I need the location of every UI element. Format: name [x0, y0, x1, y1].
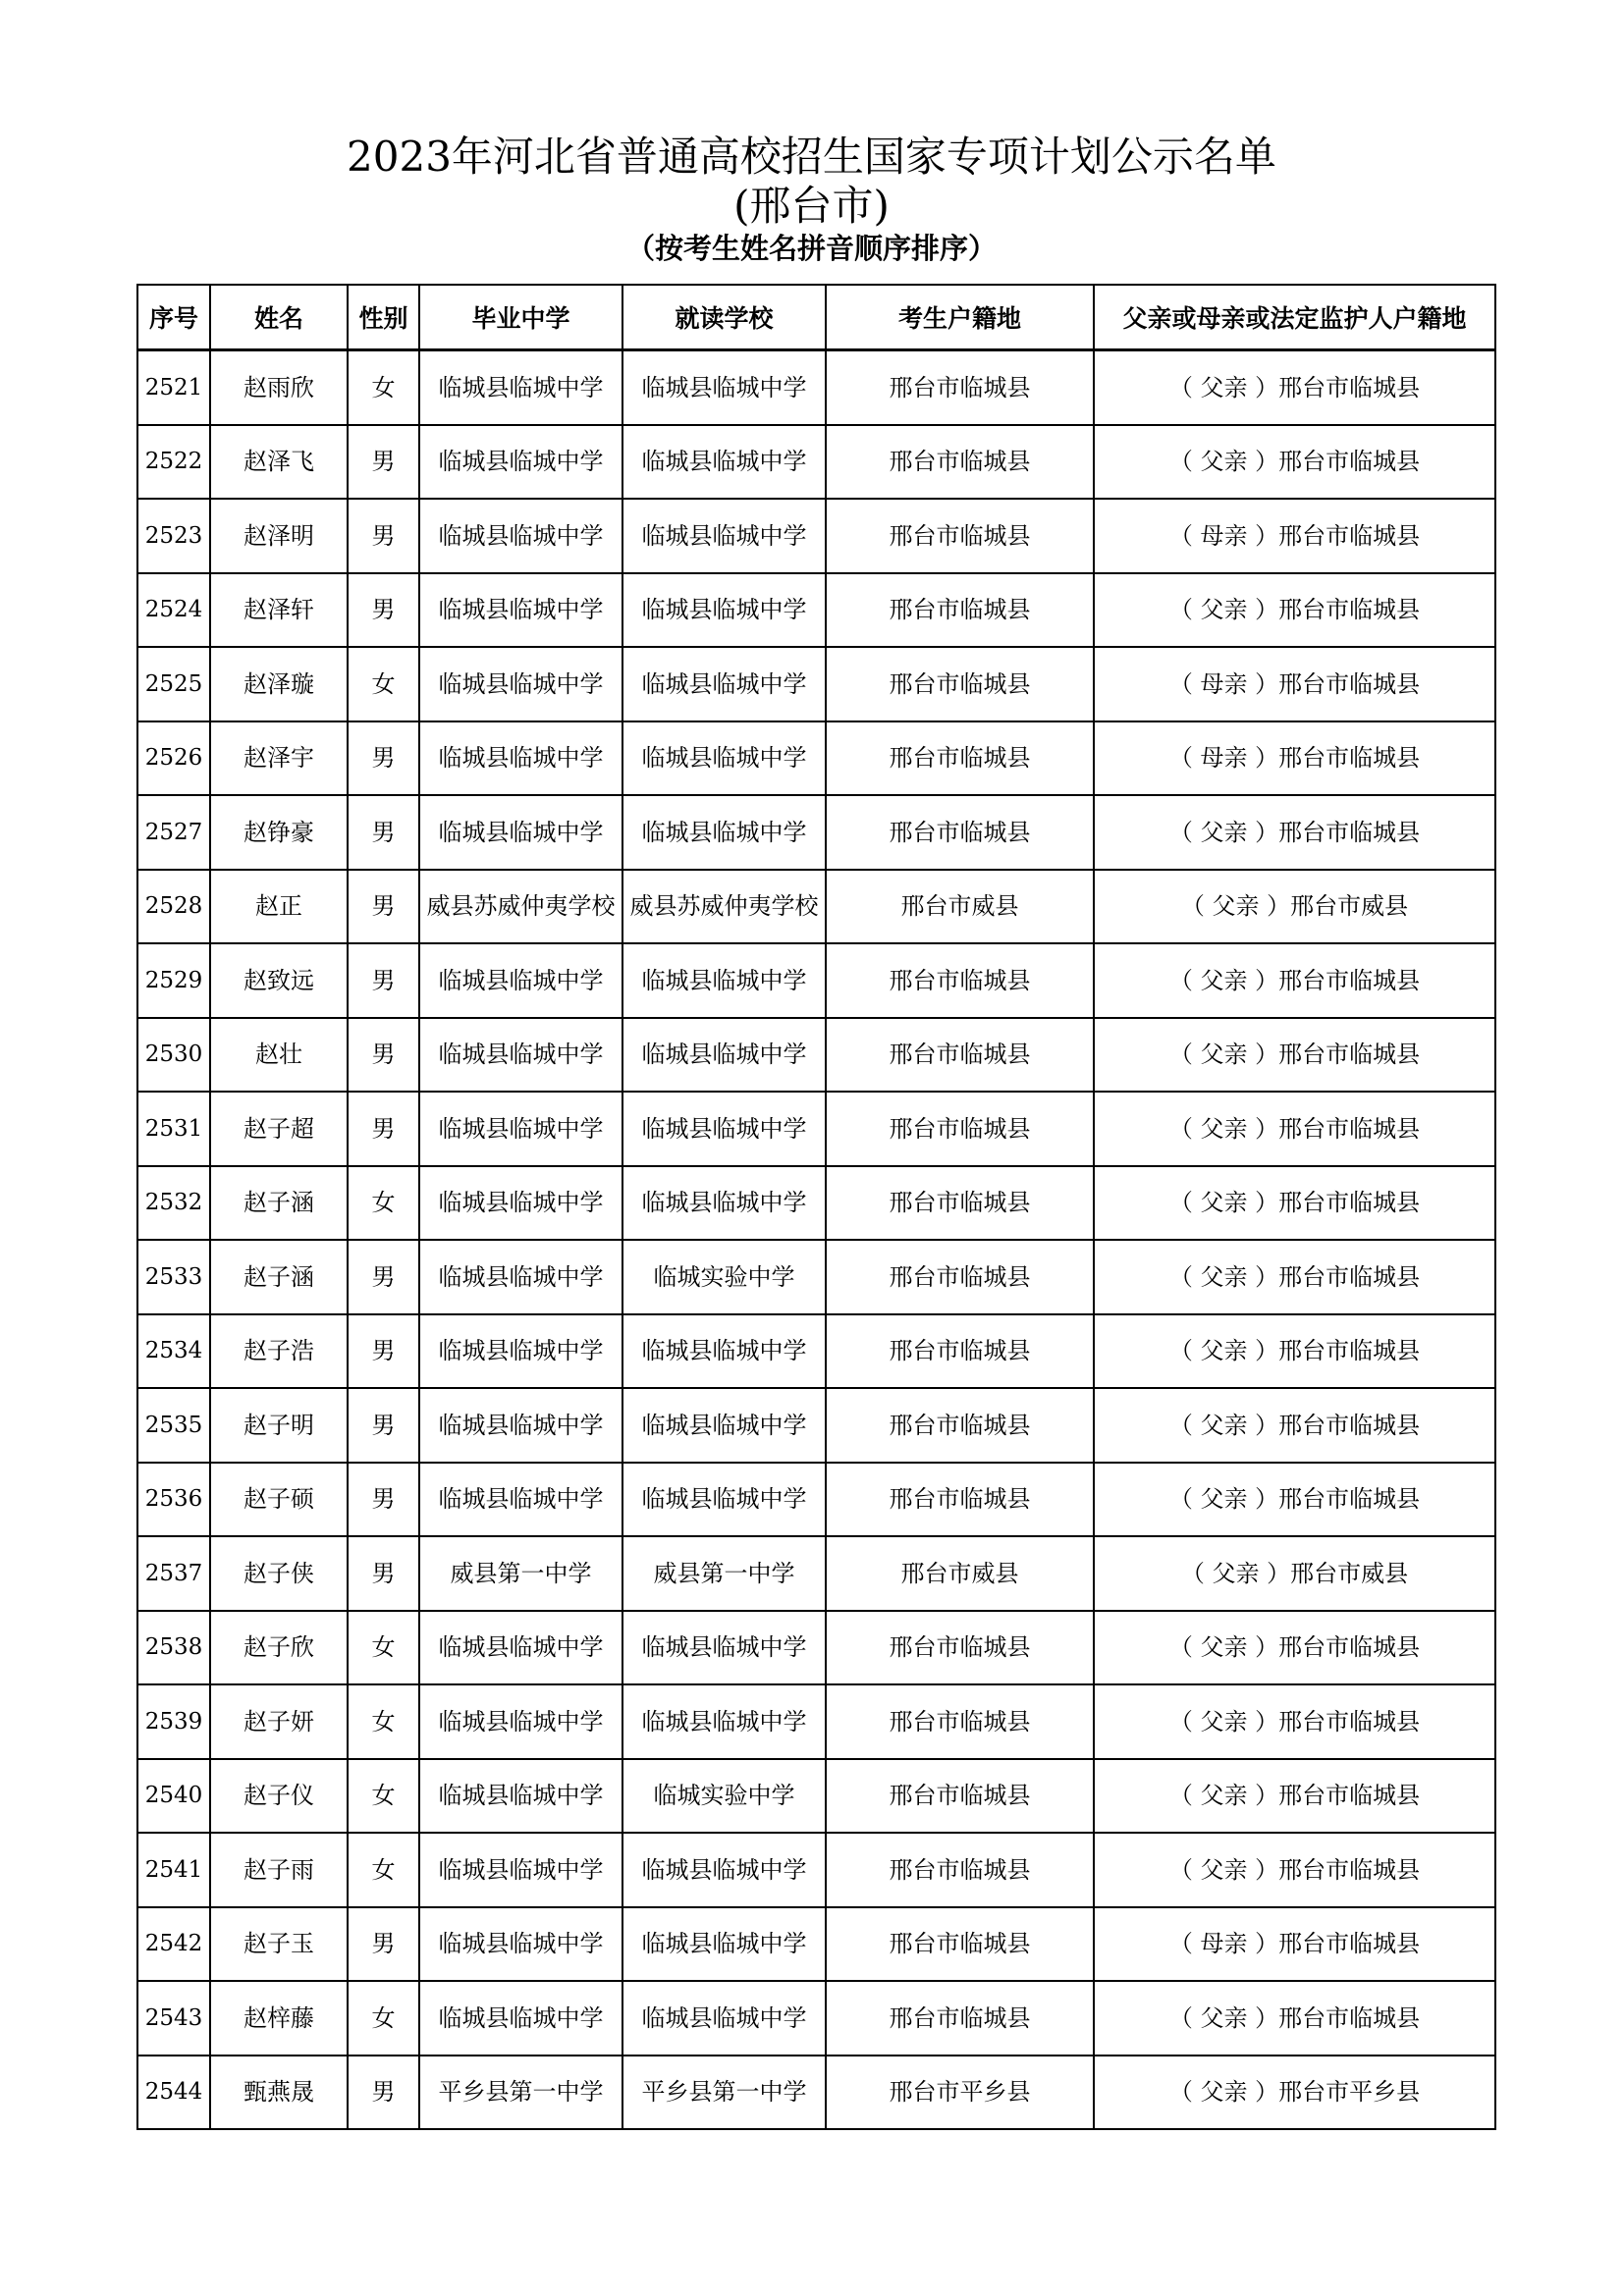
table-row: [137, 1759, 1495, 1834]
table-row: [137, 1463, 1495, 1537]
guardian-domicile-cell: （ 父亲 ）邢台市临城县: [1094, 1240, 1495, 1314]
row-number-cell: 2528: [137, 870, 210, 944]
row-number-cell: 2524: [137, 573, 210, 648]
current-school-cell: 临城县临城中学: [622, 1981, 826, 2056]
column-header: 父亲或母亲或法定监护人户籍地: [1094, 285, 1495, 350]
gender-cell: 男: [348, 2056, 419, 2130]
student-domicile-cell: 邢台市临城县: [826, 943, 1094, 1018]
guardian-domicile-cell: （ 父亲 ）邢台市平乡县: [1094, 2056, 1495, 2130]
graduation-school-cell: 威县第一中学: [419, 1536, 622, 1611]
gender-cell: 男: [348, 1314, 419, 1389]
table-row: [137, 1092, 1495, 1166]
table-row: [137, 499, 1495, 573]
sort-note: （按考生姓名拼音顺序排序）: [625, 232, 997, 265]
student-name-cell: 赵壮: [210, 1018, 348, 1093]
student-domicile-cell: 邢台市威县: [826, 870, 1094, 944]
table-row: [137, 1314, 1495, 1389]
guardian-domicile-cell: （ 父亲 ）邢台市临城县: [1094, 1388, 1495, 1463]
table-body: [137, 350, 1495, 2130]
graduation-school-cell: 临城县临城中学: [419, 1463, 622, 1537]
column-header: 毕业中学: [419, 285, 622, 350]
gender-cell: 男: [348, 943, 419, 1018]
gender-cell: 男: [348, 1240, 419, 1314]
current-school-cell: 临城县临城中学: [622, 1314, 826, 1389]
graduation-school-cell: 临城县临城中学: [419, 1611, 622, 1685]
student-domicile-cell: 邢台市临城县: [826, 1981, 1094, 2056]
table-row: [137, 721, 1495, 796]
current-school-cell: 临城县临城中学: [622, 1388, 826, 1463]
gender-cell: 男: [348, 1536, 419, 1611]
gender-cell: 男: [348, 795, 419, 870]
gender-cell: 男: [348, 870, 419, 944]
guardian-domicile-cell: （ 父亲 ）邢台市临城县: [1094, 1314, 1495, 1389]
current-school-cell: 临城县临城中学: [622, 425, 826, 500]
current-school-cell: 临城县临城中学: [622, 943, 826, 1018]
graduation-school-cell: 威县苏威仲夷学校: [419, 870, 622, 944]
graduation-school-cell: 临城县临城中学: [419, 1314, 622, 1389]
guardian-domicile-cell: （ 母亲 ）邢台市临城县: [1094, 1907, 1495, 1982]
graduation-school-cell: 临城县临城中学: [419, 647, 622, 721]
current-school-cell: 临城县临城中学: [622, 1907, 826, 1982]
current-school-cell: 临城县临城中学: [622, 1092, 826, 1166]
current-school-cell: 临城县临城中学: [622, 1018, 826, 1093]
column-header: 性别: [348, 285, 419, 350]
student-name-cell: 赵泽飞: [210, 425, 348, 500]
student-domicile-cell: 邢台市临城县: [826, 1314, 1094, 1389]
student-domicile-cell: 邢台市平乡县: [826, 2056, 1094, 2130]
gender-cell: 男: [348, 1907, 419, 1982]
current-school-cell: 临城县临城中学: [622, 1166, 826, 1241]
student-name-cell: 赵子超: [210, 1092, 348, 1166]
guardian-domicile-cell: （ 父亲 ）邢台市临城县: [1094, 943, 1495, 1018]
table-row: [137, 870, 1495, 944]
student-domicile-cell: 邢台市临城县: [826, 1388, 1094, 1463]
student-domicile-cell: 邢台市临城县: [826, 499, 1094, 573]
gender-cell: 女: [348, 1833, 419, 1907]
student-name-cell: 赵泽明: [210, 499, 348, 573]
row-number-cell: 2540: [137, 1759, 210, 1834]
row-number-cell: 2539: [137, 1684, 210, 1759]
student-domicile-cell: 邢台市威县: [826, 1536, 1094, 1611]
student-domicile-cell: 邢台市临城县: [826, 721, 1094, 796]
guardian-domicile-cell: （ 父亲 ）邢台市临城县: [1094, 1611, 1495, 1685]
gender-cell: 男: [348, 499, 419, 573]
graduation-school-cell: 临城县临城中学: [419, 350, 622, 425]
row-number-cell: 2529: [137, 943, 210, 1018]
current-school-cell: 临城县临城中学: [622, 795, 826, 870]
table-row: [137, 1684, 1495, 1759]
student-name-cell: 赵泽璇: [210, 647, 348, 721]
graduation-school-cell: 平乡县第一中学: [419, 2056, 622, 2130]
guardian-domicile-cell: （ 父亲 ）邢台市临城县: [1094, 1092, 1495, 1166]
table-row: [137, 350, 1495, 425]
student-domicile-cell: 邢台市临城县: [826, 1611, 1094, 1685]
student-name-cell: 赵子硕: [210, 1463, 348, 1537]
row-number-cell: 2523: [137, 499, 210, 573]
guardian-domicile-cell: （ 父亲 ）邢台市临城县: [1094, 1833, 1495, 1907]
student-name-cell: 赵子涵: [210, 1240, 348, 1314]
row-number-cell: 2538: [137, 1611, 210, 1685]
student-name-cell: 赵子仪: [210, 1759, 348, 1834]
table-row: [137, 1907, 1495, 1982]
row-number-cell: 2531: [137, 1092, 210, 1166]
gender-cell: 男: [348, 1388, 419, 1463]
graduation-school-cell: 临城县临城中学: [419, 1166, 622, 1241]
student-name-cell: 赵子妍: [210, 1684, 348, 1759]
graduation-school-cell: 临城县临城中学: [419, 1018, 622, 1093]
column-header: 姓名: [210, 285, 348, 350]
row-number-cell: 2542: [137, 1907, 210, 1982]
guardian-domicile-cell: （ 父亲 ）邢台市临城县: [1094, 1759, 1495, 1834]
table-row: [137, 1018, 1495, 1093]
guardian-domicile-cell: （ 父亲 ）邢台市威县: [1094, 1536, 1495, 1611]
row-number-cell: 2525: [137, 647, 210, 721]
student-name-cell: 赵子涵: [210, 1166, 348, 1241]
row-number-cell: 2521: [137, 350, 210, 425]
guardian-domicile-cell: （ 父亲 ）邢台市临城县: [1094, 1463, 1495, 1537]
student-name-cell: 赵子侠: [210, 1536, 348, 1611]
graduation-school-cell: 临城县临城中学: [419, 795, 622, 870]
row-number-cell: 2537: [137, 1536, 210, 1611]
graduation-school-cell: 临城县临城中学: [419, 1981, 622, 2056]
table-row: [137, 647, 1495, 721]
student-name-cell: 赵致远: [210, 943, 348, 1018]
column-header: 就读学校: [622, 285, 826, 350]
student-domicile-cell: 邢台市临城县: [826, 1833, 1094, 1907]
student-name-cell: 赵梓藤: [210, 1981, 348, 2056]
table-header-row: [137, 285, 1495, 350]
guardian-domicile-cell: （ 父亲 ）邢台市临城县: [1094, 1981, 1495, 2056]
graduation-school-cell: 临城县临城中学: [419, 1684, 622, 1759]
table-row: [137, 1388, 1495, 1463]
guardian-domicile-cell: （ 父亲 ）邢台市临城县: [1094, 425, 1495, 500]
student-domicile-cell: 邢台市临城县: [826, 425, 1094, 500]
row-number-cell: 2533: [137, 1240, 210, 1314]
graduation-school-cell: 临城县临城中学: [419, 1388, 622, 1463]
graduation-school-cell: 临城县临城中学: [419, 573, 622, 648]
graduation-school-cell: 临城县临城中学: [419, 1833, 622, 1907]
guardian-domicile-cell: （ 父亲 ）邢台市临城县: [1094, 350, 1495, 425]
guardian-domicile-cell: （ 母亲 ）邢台市临城县: [1094, 499, 1495, 573]
table-row: [137, 1981, 1495, 2056]
student-domicile-cell: 邢台市临城县: [826, 573, 1094, 648]
gender-cell: 女: [348, 1611, 419, 1685]
student-name-cell: 甄燕晟: [210, 2056, 348, 2130]
row-number-cell: 2543: [137, 1981, 210, 2056]
table-row: [137, 943, 1495, 1018]
current-school-cell: 临城县临城中学: [622, 350, 826, 425]
current-school-cell: 临城县临城中学: [622, 1833, 826, 1907]
table-row: [137, 1536, 1495, 1611]
student-domicile-cell: 邢台市临城县: [826, 1092, 1094, 1166]
graduation-school-cell: 临城县临城中学: [419, 1759, 622, 1834]
student-domicile-cell: 邢台市临城县: [826, 1907, 1094, 1982]
graduation-school-cell: 临城县临城中学: [419, 499, 622, 573]
roster-table: [136, 284, 1496, 2130]
current-school-cell: 临城县临城中学: [622, 1463, 826, 1537]
current-school-cell: 临城实验中学: [622, 1759, 826, 1834]
student-name-cell: 赵子玉: [210, 1907, 348, 1982]
current-school-cell: 临城县临城中学: [622, 647, 826, 721]
guardian-domicile-cell: （ 母亲 ）邢台市临城县: [1094, 721, 1495, 796]
current-school-cell: 临城县临城中学: [622, 1684, 826, 1759]
current-school-cell: 临城县临城中学: [622, 721, 826, 796]
gender-cell: 女: [348, 350, 419, 425]
row-number-cell: 2527: [137, 795, 210, 870]
gender-cell: 女: [348, 1166, 419, 1241]
graduation-school-cell: 临城县临城中学: [419, 1240, 622, 1314]
student-name-cell: 赵泽轩: [210, 573, 348, 648]
graduation-school-cell: 临城县临城中学: [419, 1907, 622, 1982]
graduation-school-cell: 临城县临城中学: [419, 425, 622, 500]
row-number-cell: 2541: [137, 1833, 210, 1907]
gender-cell: 男: [348, 573, 419, 648]
table-row: [137, 795, 1495, 870]
page-title: 2023年河北省普通高校招生国家专项计划公示名单: [347, 133, 1276, 181]
current-school-cell: 威县第一中学: [622, 1536, 826, 1611]
student-domicile-cell: 邢台市临城县: [826, 1166, 1094, 1241]
student-name-cell: 赵子欣: [210, 1611, 348, 1685]
current-school-cell: 临城实验中学: [622, 1240, 826, 1314]
student-name-cell: 赵子雨: [210, 1833, 348, 1907]
column-header: 考生户籍地: [826, 285, 1094, 350]
student-domicile-cell: 邢台市临城县: [826, 1759, 1094, 1834]
gender-cell: 男: [348, 1463, 419, 1537]
table-row: [137, 573, 1495, 648]
table-row: [137, 1611, 1495, 1685]
table-row: [137, 1833, 1495, 1907]
gender-cell: 女: [348, 647, 419, 721]
gender-cell: 女: [348, 1981, 419, 2056]
current-school-cell: 威县苏威仲夷学校: [622, 870, 826, 944]
current-school-cell: 平乡县第一中学: [622, 2056, 826, 2130]
table-row: [137, 2056, 1495, 2130]
graduation-school-cell: 临城县临城中学: [419, 1092, 622, 1166]
row-number-cell: 2526: [137, 721, 210, 796]
guardian-domicile-cell: （ 父亲 ）邢台市临城县: [1094, 573, 1495, 648]
row-number-cell: 2544: [137, 2056, 210, 2130]
table-row: [137, 1240, 1495, 1314]
row-number-cell: 2536: [137, 1463, 210, 1537]
guardian-domicile-cell: （ 母亲 ）邢台市临城县: [1094, 647, 1495, 721]
student-domicile-cell: 邢台市临城县: [826, 795, 1094, 870]
student-name-cell: 赵子浩: [210, 1314, 348, 1389]
student-name-cell: 赵雨欣: [210, 350, 348, 425]
guardian-domicile-cell: （ 父亲 ）邢台市临城县: [1094, 1684, 1495, 1759]
student-domicile-cell: 邢台市临城县: [826, 647, 1094, 721]
gender-cell: 男: [348, 721, 419, 796]
guardian-domicile-cell: （ 父亲 ）邢台市临城县: [1094, 1018, 1495, 1093]
table-row: [137, 1166, 1495, 1241]
student-name-cell: 赵铮豪: [210, 795, 348, 870]
student-domicile-cell: 邢台市临城县: [826, 1463, 1094, 1537]
row-number-cell: 2534: [137, 1314, 210, 1389]
row-number-cell: 2530: [137, 1018, 210, 1093]
gender-cell: 女: [348, 1684, 419, 1759]
guardian-domicile-cell: （ 父亲 ）邢台市临城县: [1094, 1166, 1495, 1241]
gender-cell: 男: [348, 1018, 419, 1093]
student-domicile-cell: 邢台市临城县: [826, 1240, 1094, 1314]
student-domicile-cell: 邢台市临城县: [826, 1684, 1094, 1759]
guardian-domicile-cell: （ 父亲 ）邢台市临城县: [1094, 795, 1495, 870]
current-school-cell: 临城县临城中学: [622, 573, 826, 648]
graduation-school-cell: 临城县临城中学: [419, 943, 622, 1018]
column-header: 序号: [137, 285, 210, 350]
student-domicile-cell: 邢台市临城县: [826, 350, 1094, 425]
row-number-cell: 2532: [137, 1166, 210, 1241]
graduation-school-cell: 临城县临城中学: [419, 721, 622, 796]
current-school-cell: 临城县临城中学: [622, 499, 826, 573]
student-domicile-cell: 邢台市临城县: [826, 1018, 1094, 1093]
student-name-cell: 赵子明: [210, 1388, 348, 1463]
gender-cell: 女: [348, 1759, 419, 1834]
gender-cell: 男: [348, 425, 419, 500]
student-name-cell: 赵泽宇: [210, 721, 348, 796]
guardian-domicile-cell: （ 父亲 ）邢台市威县: [1094, 870, 1495, 944]
student-name-cell: 赵正: [210, 870, 348, 944]
gender-cell: 男: [348, 1092, 419, 1166]
current-school-cell: 临城县临城中学: [622, 1611, 826, 1685]
row-number-cell: 2522: [137, 425, 210, 500]
row-number-cell: 2535: [137, 1388, 210, 1463]
table-row: [137, 425, 1495, 500]
page-subtitle: (邢台市): [733, 182, 890, 230]
